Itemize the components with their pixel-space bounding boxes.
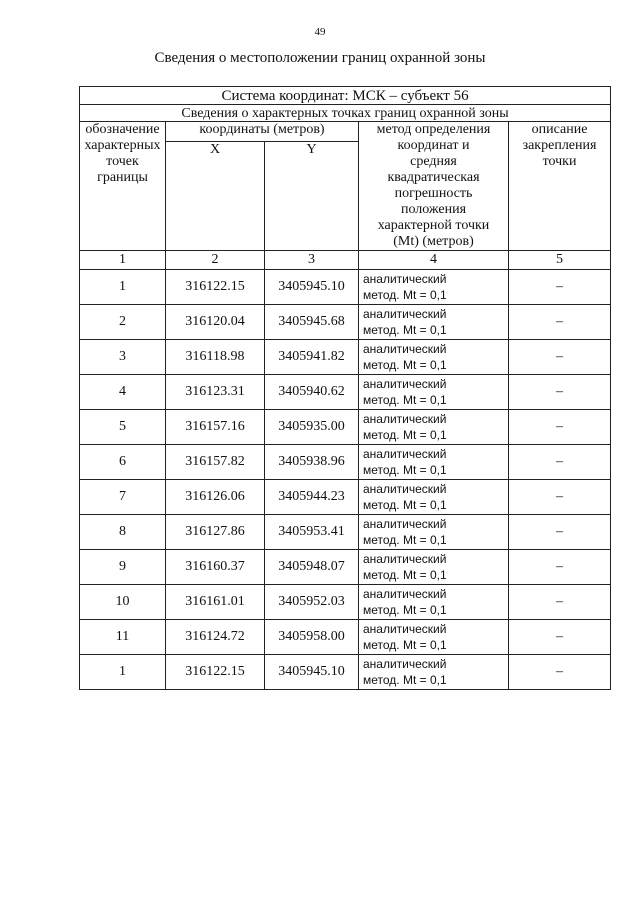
header-text: характерной точки [377, 218, 490, 233]
coordinate-y: 3405945.68 [265, 305, 359, 340]
method-accuracy: метод. Mt = 0,1 [363, 603, 447, 617]
method-cell [359, 585, 509, 620]
header-x: X [166, 142, 265, 251]
fixing-description: – [509, 585, 611, 620]
table-row [80, 480, 611, 515]
method-text: аналитический [363, 657, 447, 671]
table-row [80, 305, 611, 340]
point-number: 6 [80, 445, 166, 480]
coordinate-y: 3405945.10 [265, 270, 359, 305]
coordinate-y: 3405952.03 [265, 585, 359, 620]
header-method [359, 122, 509, 251]
table-row [80, 410, 611, 445]
table-row [80, 445, 611, 480]
point-number: 9 [80, 550, 166, 585]
coordinate-y: 3405935.00 [265, 410, 359, 445]
point-number: 10 [80, 585, 166, 620]
coordinate-x: 316126.06 [166, 480, 265, 515]
fixing-description: – [509, 480, 611, 515]
header-text: погрешность [394, 186, 473, 201]
header-row [80, 122, 611, 142]
table-row [80, 550, 611, 585]
header-text: точек [106, 154, 139, 169]
coordinate-x: 316118.98 [166, 340, 265, 375]
header-point-designation [80, 122, 166, 251]
table-body [80, 270, 611, 690]
fixing-description: – [509, 655, 611, 690]
column-number: 2 [166, 251, 265, 270]
fixing-description: – [509, 375, 611, 410]
point-number: 1 [80, 270, 166, 305]
column-number: 1 [80, 251, 166, 270]
point-number: 5 [80, 410, 166, 445]
method-accuracy: метод. Mt = 0,1 [363, 638, 447, 652]
coordinate-x: 316157.16 [166, 410, 265, 445]
method-text: аналитический [363, 447, 447, 461]
point-number: 3 [80, 340, 166, 375]
header-text: характерных [84, 138, 161, 153]
table-row [80, 655, 611, 690]
coordinate-system-row [80, 87, 611, 105]
point-number: 7 [80, 480, 166, 515]
method-accuracy: метод. Mt = 0,1 [363, 358, 447, 372]
column-number: 4 [359, 251, 509, 270]
method-cell [359, 655, 509, 690]
method-cell [359, 550, 509, 585]
subheading-row [80, 105, 611, 122]
coordinate-x: 316123.31 [166, 375, 265, 410]
method-accuracy: метод. Mt = 0,1 [363, 428, 447, 442]
column-number-row [80, 251, 611, 270]
coordinate-system-label: Система координат: МСК – субъект 56 [80, 87, 611, 105]
method-accuracy: метод. Mt = 0,1 [363, 463, 447, 477]
coordinate-y: 3405945.10 [265, 655, 359, 690]
coordinate-x: 316120.04 [166, 305, 265, 340]
header-text: квадратическая [387, 170, 480, 185]
header-text: метод определения [376, 122, 491, 137]
header-text: закрепления [522, 138, 597, 153]
coordinate-y: 3405941.82 [265, 340, 359, 375]
method-cell [359, 515, 509, 550]
method-cell [359, 445, 509, 480]
header-text: координат и [397, 138, 470, 153]
method-accuracy: метод. Mt = 0,1 [363, 323, 447, 337]
table-row [80, 375, 611, 410]
fixing-description: – [509, 620, 611, 655]
coordinate-x: 316157.82 [166, 445, 265, 480]
method-accuracy: метод. Mt = 0,1 [363, 533, 447, 547]
coordinate-x: 316124.72 [166, 620, 265, 655]
fixing-description: – [509, 410, 611, 445]
method-text: аналитический [363, 622, 447, 636]
method-cell [359, 375, 509, 410]
coordinate-x: 316122.15 [166, 270, 265, 305]
method-cell [359, 305, 509, 340]
method-text: аналитический [363, 272, 447, 286]
header-description [509, 122, 611, 251]
method-accuracy: метод. Mt = 0,1 [363, 288, 447, 302]
method-accuracy: метод. Mt = 0,1 [363, 498, 447, 512]
header-text: средняя [410, 154, 457, 169]
header-text: (Mt) (метров) [393, 234, 474, 249]
header-text: описание [531, 122, 588, 137]
coordinate-y: 3405958.00 [265, 620, 359, 655]
table-row [80, 585, 611, 620]
fixing-description: – [509, 270, 611, 305]
coordinate-y: 3405938.96 [265, 445, 359, 480]
fixing-description: – [509, 515, 611, 550]
table-row [80, 515, 611, 550]
table-subheading: Сведения о характерных точках границ охранной зоны [80, 105, 611, 122]
page-number: 49 [314, 26, 326, 38]
point-number: 11 [80, 620, 166, 655]
method-cell [359, 270, 509, 305]
method-text: аналитический [363, 342, 447, 356]
method-text: аналитический [363, 552, 447, 566]
method-accuracy: метод. Mt = 0,1 [363, 673, 447, 687]
method-accuracy: метод. Mt = 0,1 [363, 568, 447, 582]
point-number: 1 [80, 655, 166, 690]
method-text: аналитический [363, 482, 447, 496]
table-row [80, 340, 611, 375]
header-coordinates: координаты (метров) [166, 122, 359, 142]
method-cell [359, 340, 509, 375]
coordinate-y: 3405940.62 [265, 375, 359, 410]
table-row [80, 620, 611, 655]
header-text: обозначение [85, 122, 160, 137]
coordinate-y: 3405948.07 [265, 550, 359, 585]
table-row [80, 270, 611, 305]
fixing-description: – [509, 340, 611, 375]
method-text: аналитический [363, 587, 447, 601]
coordinate-x: 316161.01 [166, 585, 265, 620]
fixing-description: – [509, 305, 611, 340]
coordinate-y: 3405953.41 [265, 515, 359, 550]
header-y: Y [265, 142, 359, 251]
coordinate-x: 316127.86 [166, 515, 265, 550]
method-text: аналитический [363, 377, 447, 391]
coordinate-x: 316122.15 [166, 655, 265, 690]
column-number: 5 [509, 251, 611, 270]
method-text: аналитический [363, 517, 447, 531]
method-text: аналитический [363, 307, 447, 321]
method-text: аналитический [363, 412, 447, 426]
point-number: 8 [80, 515, 166, 550]
fixing-description: – [509, 550, 611, 585]
point-number: 2 [80, 305, 166, 340]
header-text: точки [542, 154, 577, 169]
page-title: Сведения о местоположении границ охранной зоны [154, 50, 486, 66]
method-cell [359, 410, 509, 445]
coordinate-y: 3405944.23 [265, 480, 359, 515]
fixing-description: – [509, 445, 611, 480]
header-text: границы [97, 170, 148, 185]
method-cell [359, 620, 509, 655]
boundary-points-table [79, 86, 611, 690]
point-number: 4 [80, 375, 166, 410]
method-accuracy: метод. Mt = 0,1 [363, 393, 447, 407]
header-text: положения [400, 202, 467, 217]
method-cell [359, 480, 509, 515]
coordinate-x: 316160.37 [166, 550, 265, 585]
column-number: 3 [265, 251, 359, 270]
